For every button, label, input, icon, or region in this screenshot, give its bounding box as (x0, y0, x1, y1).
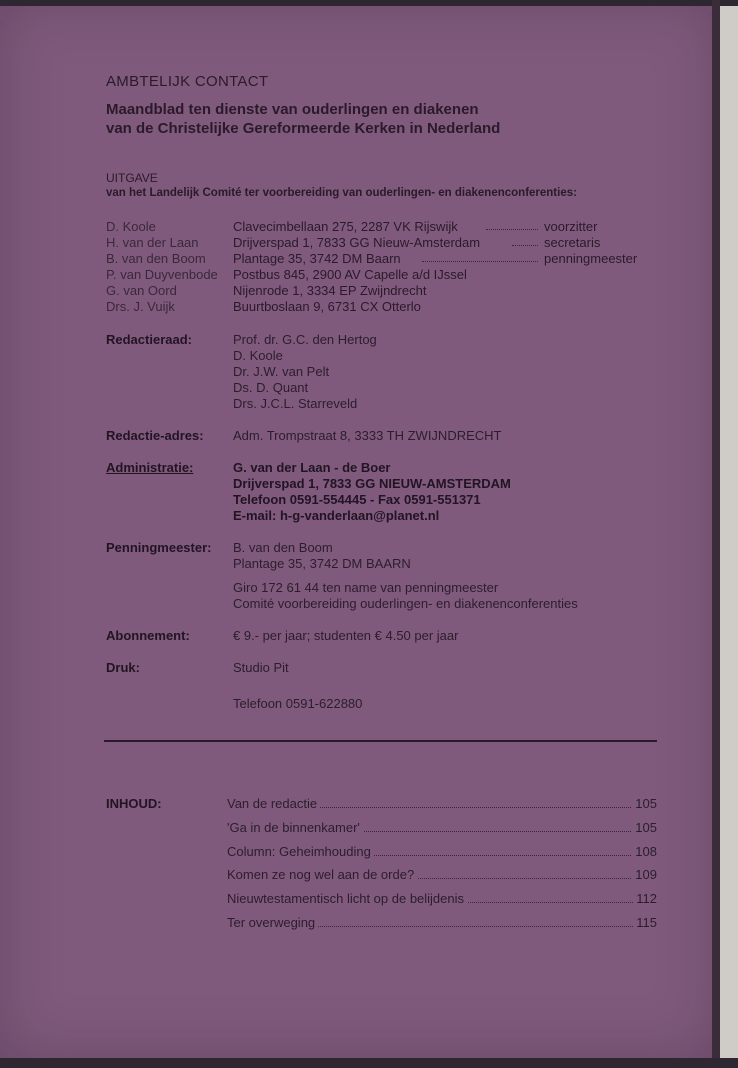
toc-item-title: Nieuwtestamentisch licht op de belijdenis (227, 891, 467, 906)
magazine-title: AMBTELIJK CONTACT (106, 73, 269, 90)
giro-line: Comité voorbereiding ouderlingen- en diakenenconferenties (233, 596, 578, 611)
giro-line: Giro 172 61 44 ten name van penningmeester (233, 580, 499, 595)
toc-item-title: 'Ga in de binnenkamer' (227, 820, 363, 835)
toc-item-page: 105 (632, 796, 657, 811)
committee-row (0, 251, 718, 267)
committee-row (0, 219, 718, 235)
committee-role: voorzitter (544, 219, 598, 234)
druk-label: Druk: (106, 660, 140, 675)
toc-item-title: Van de redactie (227, 796, 320, 811)
committee-name: G. van Oord (106, 283, 177, 298)
abonnement-value: € 9.- per jaar; studenten € 4.50 per jaar (233, 628, 459, 643)
toc-item-title: Column: Geheimhouding (227, 844, 374, 859)
redactie-adres-label: Redactie-adres: (106, 428, 204, 443)
toc-item-page: 105 (632, 820, 657, 835)
committee-row (0, 235, 718, 251)
toc-item[interactable] (227, 820, 657, 837)
druk-value: Studio Pit (233, 660, 289, 675)
uitgave-label: UITGAVE (106, 171, 158, 185)
committee-address: Clavecimbellaan 275, 2287 VK Rijswijk (233, 219, 458, 234)
toc-item-title: Komen ze nog wel aan de orde? (227, 867, 417, 882)
committee-row (0, 267, 718, 283)
toc-item[interactable] (227, 867, 657, 884)
toc-item-title: Ter overweging (227, 915, 318, 930)
administratie-line: Telefoon 0591-554445 - Fax 0591-551371 (233, 492, 481, 507)
uitgave-description: van het Landelijk Comité ter voorbereiding van ouderlingen- en diakenenconferenties: (106, 187, 577, 199)
administratie-line: Drijverspad 1, 7833 GG NIEUW-AMSTERDAM (233, 476, 511, 491)
leader-dots (486, 229, 538, 230)
redactieraad-label: Redactieraad: (106, 332, 192, 347)
toc-item[interactable] (227, 915, 657, 932)
administratie-email: E-mail: h-g-vanderlaan@planet.nl (233, 508, 440, 523)
magazine-subtitle-line1: Maandblad ten dienste van ouderlingen en diakenen (106, 101, 479, 118)
magazine-subtitle-line2: van de Christelijke Gereformeerde Kerken in Nederland (106, 120, 501, 137)
penningmeester-line: B. van den Boom (233, 540, 333, 555)
scan-edge-bottom (0, 1058, 738, 1068)
scan-edge-top (0, 0, 738, 6)
committee-name: Drs. J. Vuijk (106, 299, 175, 314)
toc-item-page: 112 (633, 891, 657, 906)
committee-name: H. van der Laan (106, 235, 199, 250)
redactieraad-member: Prof. dr. G.C. den Hertog (233, 332, 377, 347)
section-divider (104, 740, 657, 742)
committee-name: D. Koole (106, 219, 156, 234)
committee-address: Postbus 845, 2900 AV Capelle a/d IJssel (233, 267, 467, 282)
toc-item-page: 115 (633, 915, 657, 930)
committee-row (0, 283, 718, 299)
penningmeester-label: Penningmeester: (106, 540, 212, 555)
leader-dots (422, 261, 538, 262)
toc-item[interactable] (227, 796, 657, 813)
toc-item[interactable] (227, 844, 657, 861)
committee-address: Plantage 35, 3742 DM Baarn (233, 251, 401, 266)
druk-phone: Telefoon 0591-622880 (233, 696, 363, 711)
inhoud-label: INHOUD: (106, 796, 162, 811)
committee-name: P. van Duyvenbode (106, 267, 218, 282)
committee-address: Nijenrode 1, 3334 EP Zwijndrecht (233, 283, 427, 298)
redactieraad-member: D. Koole (233, 348, 283, 363)
penningmeester-line: Plantage 35, 3742 DM BAARN (233, 556, 411, 571)
abonnement-label: Abonnement: (106, 628, 190, 643)
toc-item[interactable] (227, 891, 657, 908)
redactieraad-member: Dr. J.W. van Pelt (233, 364, 330, 379)
administratie-label: Administratie: (106, 460, 194, 475)
committee-address: Drijverspad 1, 7833 GG Nieuw-Amsterdam (233, 235, 481, 250)
toc-item-page: 109 (632, 867, 657, 882)
committee-address: Buurtboslaan 9, 6731 CX Otterlo (233, 299, 421, 314)
committee-role: penningmeester (544, 251, 638, 266)
committee-role: secretaris (544, 235, 601, 250)
administratie-line: G. van der Laan - de Boer (233, 460, 391, 475)
toc-item-page: 108 (632, 844, 657, 859)
redactie-adres-value: Adm. Trompstraat 8, 3333 TH ZWIJNDRECHT (233, 428, 502, 443)
redactieraad-member: Drs. J.C.L. Starreveld (233, 396, 358, 411)
leader-dots (512, 245, 538, 246)
scan-edge-right (712, 0, 720, 1068)
redactieraad-member: Ds. D. Quant (233, 380, 309, 395)
committee-name: B. van den Boom (106, 251, 206, 266)
committee-row (0, 299, 718, 315)
